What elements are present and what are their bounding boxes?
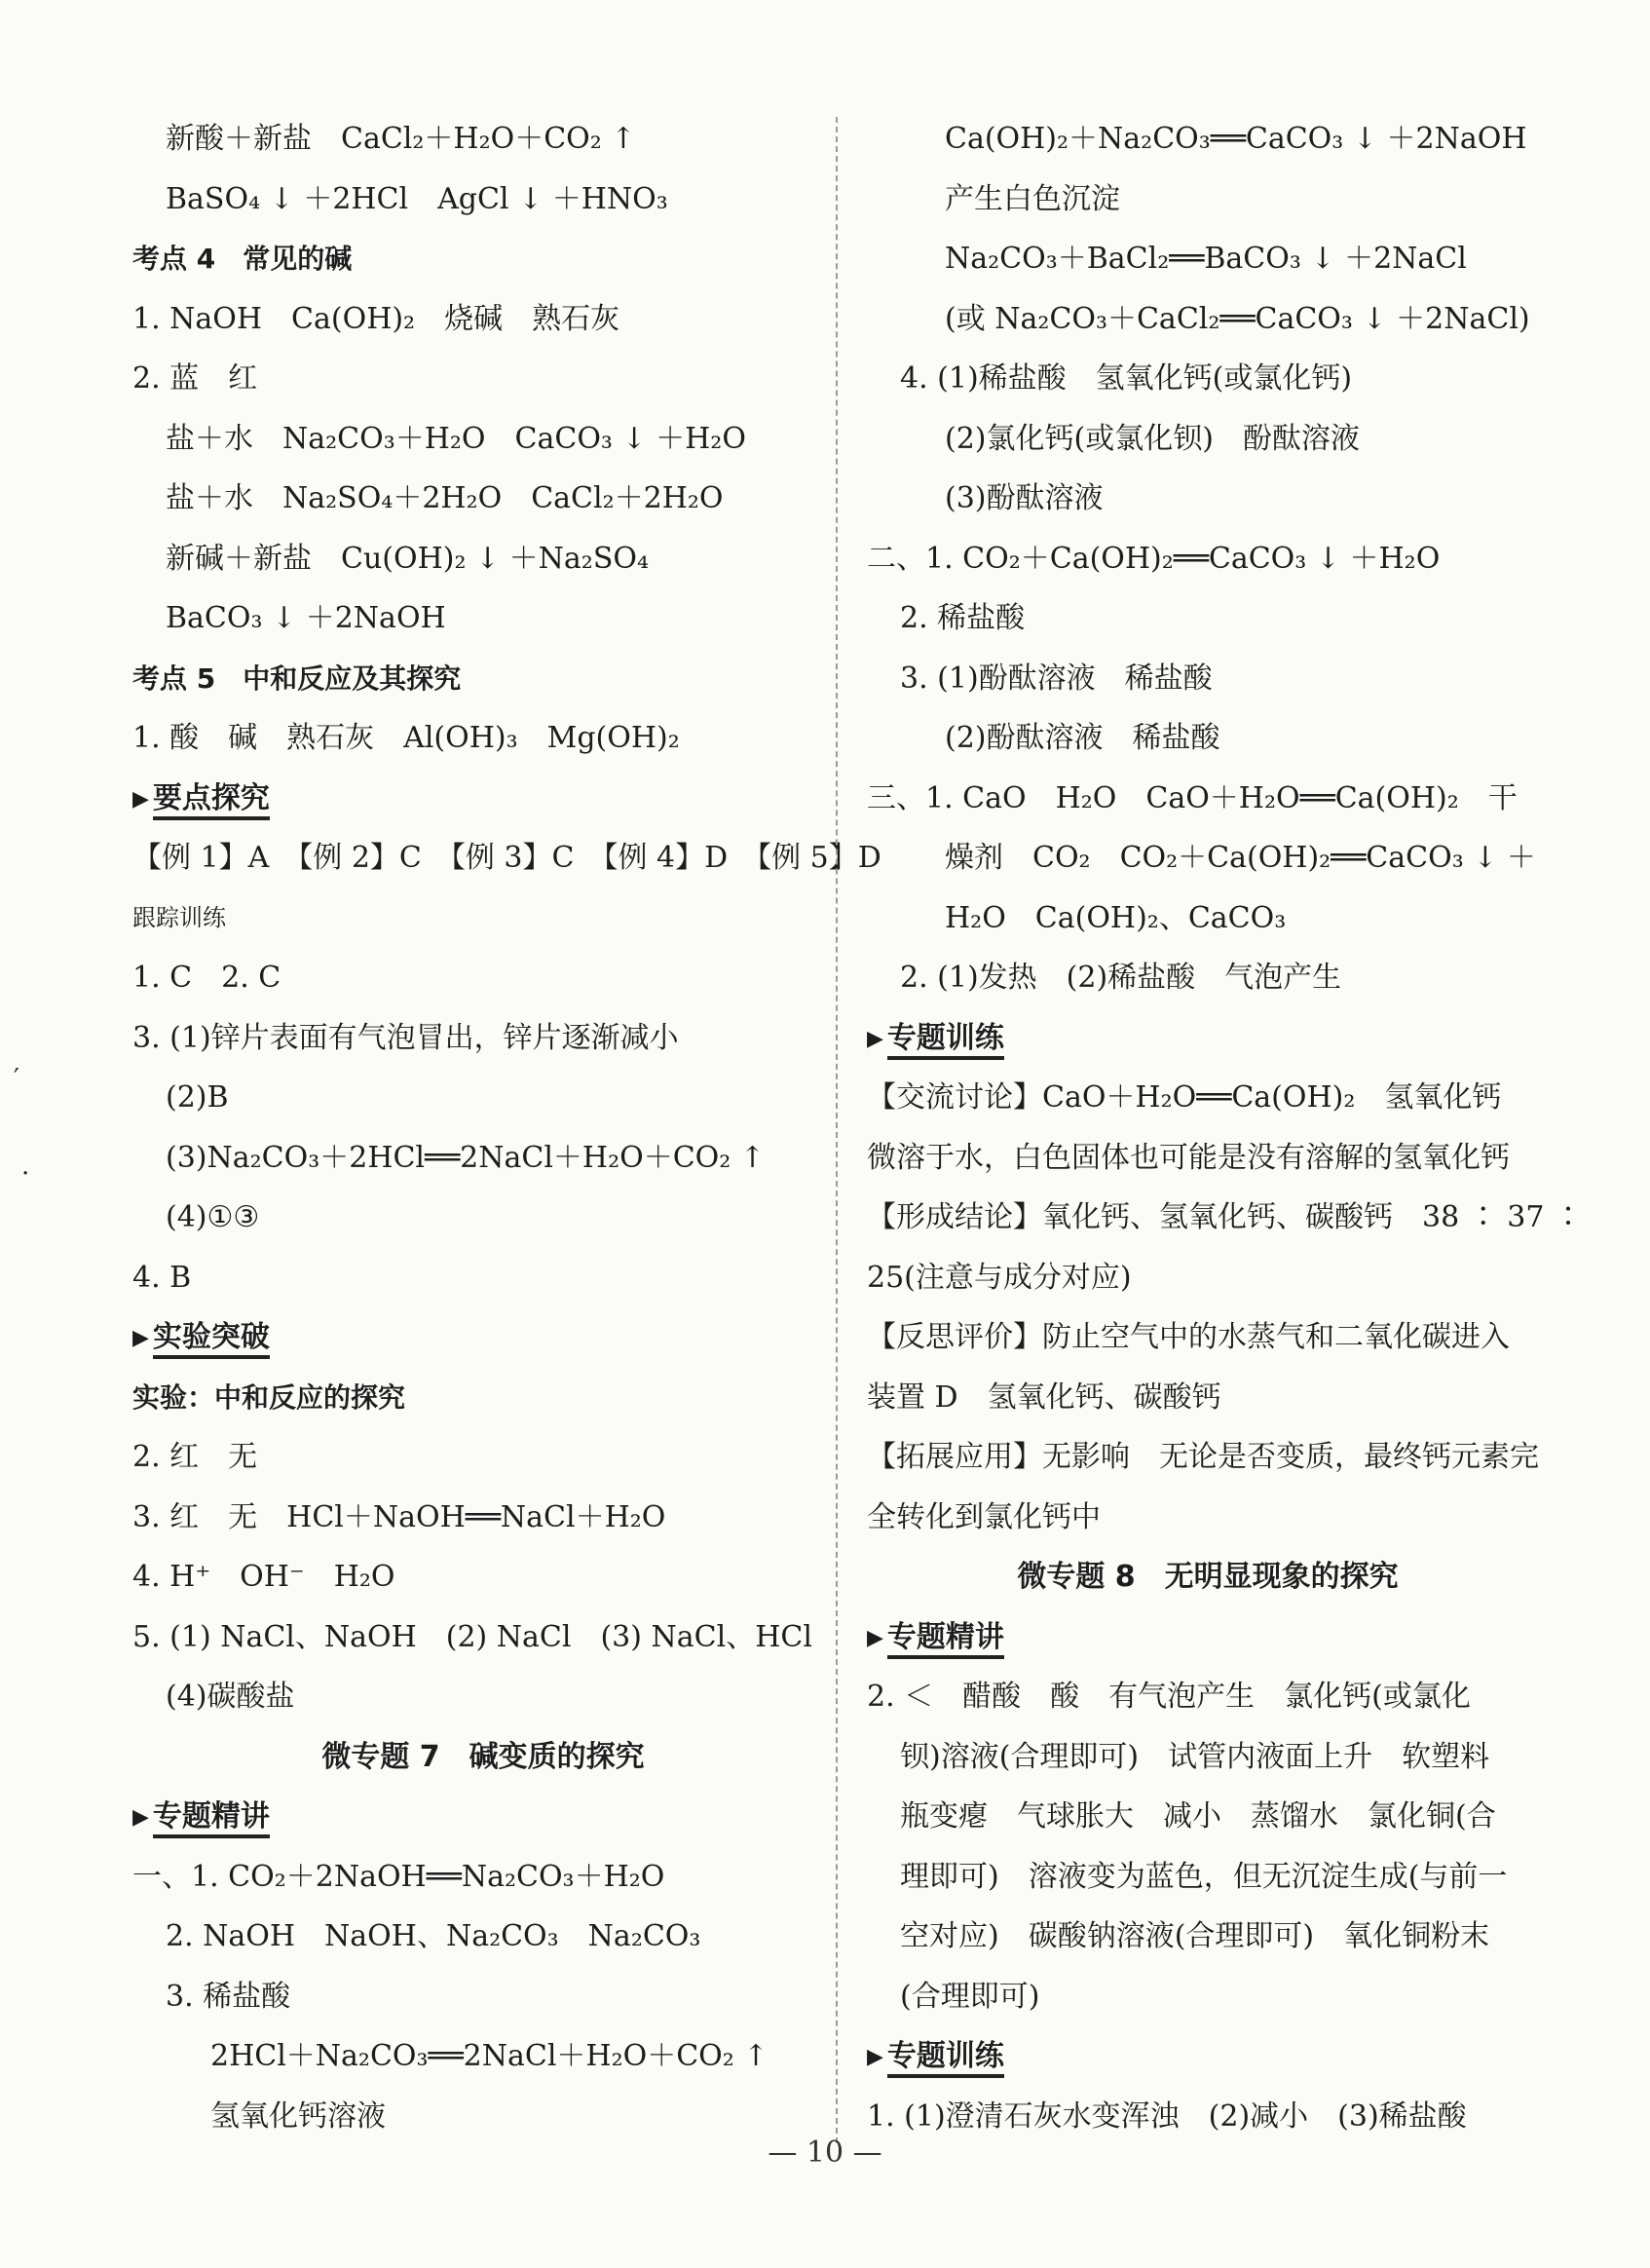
text-line: 【形成结论】氧化钙、氢氧化钙、碳酸钙 38 ∶ 37 ∶ xyxy=(867,1200,1583,1234)
text-line: 氢氧化钙溶液 xyxy=(210,2098,386,2134)
margin-mark: ′ xyxy=(14,1064,19,1093)
text-line: (4)碳酸盐 xyxy=(166,1680,295,1714)
text-line: 1. C 2. C xyxy=(132,961,281,995)
text-line: 空对应) 碳酸钠溶液(合理即可) 氧化铜粉末 xyxy=(900,1919,1490,1953)
margin-mark: · xyxy=(21,1159,30,1189)
text-line: 2. (1)发热 (2)稀盐酸 气泡产生 xyxy=(900,961,1342,995)
text-line: 瓶变瘪 气球胀大 减小 蒸馏水 氯化铜(合 xyxy=(900,1799,1496,1833)
text-line: 【反思评价】防止空气中的水蒸气和二氧化碳进入 xyxy=(867,1320,1510,1354)
text-line: 新酸＋新盐 CaCl₂＋H₂O＋CO₂ ↑ xyxy=(166,122,636,156)
text-line: Ca(OH)₂＋Na₂CO₃══CaCO₃ ↓ ＋2NaOH xyxy=(945,122,1527,156)
text-line: BaCO₃ ↓ ＋2NaOH xyxy=(166,601,446,635)
section-banner xyxy=(867,1607,1549,1668)
text-line: 盐＋水 Na₂CO₃＋H₂O CaCO₃ ↓ ＋H₂O xyxy=(166,421,746,456)
section-heading: 考点 4 常见的碱 xyxy=(132,243,353,275)
right-column xyxy=(867,109,1583,2146)
section-banner xyxy=(132,1787,834,1847)
text-line: 2. NaOH NaOH、Na₂CO₃ Na₂CO₃ xyxy=(166,1919,701,1953)
text-line: 产生白色沉淀 xyxy=(945,181,1120,216)
triangle-icon: ▶ xyxy=(132,1805,149,1830)
text-line: 1. NaOH Ca(OH)₂ 烧碱 熟石灰 xyxy=(132,301,620,336)
text-line: 燥剂 CO₂ CO₂＋Ca(OH)₂══CaCO₃ ↓ ＋ xyxy=(945,841,1536,875)
text-line: 2. 红 无 xyxy=(132,1440,258,1474)
text-line: (或 Na₂CO₃＋CaCl₂══CaCO₃ ↓ ＋2NaCl) xyxy=(945,301,1530,336)
text-line: 全转化到氯化钙中 xyxy=(867,1499,1101,1534)
topic-title: 微专题 8 无明显现象的探究 xyxy=(1017,1560,1399,1594)
section-banner-label: 实验突破 xyxy=(153,1320,270,1359)
text-line: 【例 1】A 【例 2】C 【例 3】C 【例 4】D 【例 5】D xyxy=(132,841,881,875)
text-line: Na₂CO₃＋BaCl₂══BaCO₃ ↓ ＋2NaCl xyxy=(945,242,1467,276)
triangle-icon: ▶ xyxy=(132,1326,149,1350)
text-line: (2)酚酞溶液 稀盐酸 xyxy=(945,721,1220,755)
text-line: 3. (1)锌片表面有气泡冒出，锌片逐渐减小 xyxy=(132,1020,679,1055)
text-line: (2)B xyxy=(166,1080,229,1115)
text-line: 2. ＜ 醋酸 酸 有气泡产生 氯化钙(或氯化 xyxy=(867,1680,1471,1714)
section-banner xyxy=(867,1008,1549,1069)
column-divider xyxy=(836,117,838,2143)
triangle-icon: ▶ xyxy=(867,1625,883,1650)
section-banner-label: 专题训练 xyxy=(887,2039,1004,2078)
text-line: 【交流讨论】CaO＋H₂O══Ca(OH)₂ 氢氧化钙 xyxy=(867,1080,1502,1115)
triangle-icon: ▶ xyxy=(867,2045,883,2069)
page-number: — 10 — xyxy=(768,2136,882,2170)
text-line: 二、1. CO₂＋Ca(OH)₂══CaCO₃ ↓ ＋H₂O xyxy=(867,541,1441,576)
text-line: (3)Na₂CO₃＋2HCl══2NaCl＋H₂O＋CO₂ ↑ xyxy=(166,1140,765,1175)
text-line: 理即可) 溶液变为蓝色，但无沉淀生成(与前一 xyxy=(900,1859,1508,1894)
text-line: 三、1. CaO H₂O CaO＋H₂O══Ca(OH)₂ 干 xyxy=(867,780,1518,815)
section-banner xyxy=(132,769,834,829)
text-line: 5. (1) NaCl、NaOH (2) NaCl (3) NaCl、HCl xyxy=(132,1619,812,1654)
text-line: 4. H⁺ OH⁻ H₂O xyxy=(132,1560,395,1594)
section-banner xyxy=(867,2026,1549,2087)
text-line: (4)①③ xyxy=(166,1200,260,1234)
text-line: 25(注意与成分对应) xyxy=(867,1260,1132,1295)
text-line: 3. 红 无 HCl＋NaOH══NaCl＋H₂O xyxy=(132,1499,666,1534)
section-banner-label: 专题训练 xyxy=(887,1021,1004,1060)
triangle-icon: ▶ xyxy=(132,786,149,812)
text-line: 4. (1)稀盐酸 氢氧化钙(或氯化钙) xyxy=(900,361,1353,396)
text-line: 4. B xyxy=(132,1260,192,1295)
left-column xyxy=(132,109,881,2146)
text-line: 新碱＋新盐 Cu(OH)₂ ↓ ＋Na₂SO₄ xyxy=(166,541,650,576)
triangle-icon: ▶ xyxy=(867,1026,883,1051)
text-line: 【拓展应用】无影响 无论是否变质，最终钙元素完 xyxy=(867,1440,1539,1474)
text-line: 3. 稀盐酸 xyxy=(166,1979,291,2014)
text-line: 2. 蓝 红 xyxy=(132,361,258,396)
text-line: 2. 稀盐酸 xyxy=(900,601,1026,635)
text-line: 钡)溶液(合理即可) 试管内液面上升 软塑料 xyxy=(900,1739,1490,1774)
text-line: 2HCl＋Na₂CO₃══2NaCl＋H₂O＋CO₂ ↑ xyxy=(210,2039,769,2073)
text-line: 3. (1)酚酞溶液 稀盐酸 xyxy=(900,661,1213,696)
subsection-label: 跟踪训练 xyxy=(132,903,226,931)
section-banner-label: 专题精讲 xyxy=(887,1620,1004,1659)
text-line: 一、1. CO₂＋2NaOH══Na₂CO₃＋H₂O xyxy=(132,1859,665,1894)
section-heading: 实验：中和反应的探究 xyxy=(132,1380,406,1414)
section-banner-label: 要点探究 xyxy=(153,781,270,820)
text-line: (2)氯化钙(或氯化钡) 酚酞溶液 xyxy=(945,421,1360,456)
text-line: H₂O Ca(OH)₂、CaCO₃ xyxy=(945,900,1287,935)
text-line: 装置 D 氢氧化钙、碳酸钙 xyxy=(867,1380,1221,1415)
text-line: 1. (1)澄清石灰水变浑浊 (2)减小 (3)稀盐酸 xyxy=(867,2098,1467,2134)
section-banner xyxy=(132,1307,834,1368)
section-banner-label: 专题精讲 xyxy=(153,1799,270,1838)
text-line: (合理即可) xyxy=(900,1979,1040,2014)
text-line: BaSO₄ ↓ ＋2HCl AgCl ↓ ＋HNO₃ xyxy=(166,181,668,216)
text-line: 1. 酸 碱 熟石灰 Al(OH)₃ Mg(OH)₂ xyxy=(132,721,680,755)
text-line: (3)酚酞溶液 xyxy=(945,481,1104,515)
topic-title: 微专题 7 碱变质的探究 xyxy=(321,1739,645,1774)
text-line: 盐＋水 Na₂SO₄＋2H₂O CaCl₂＋2H₂O xyxy=(166,481,724,515)
text-line: 微溶于水，白色固体也可能是没有溶解的氢氧化钙 xyxy=(867,1140,1510,1175)
section-heading: 考点 5 中和反应及其探究 xyxy=(132,662,462,695)
